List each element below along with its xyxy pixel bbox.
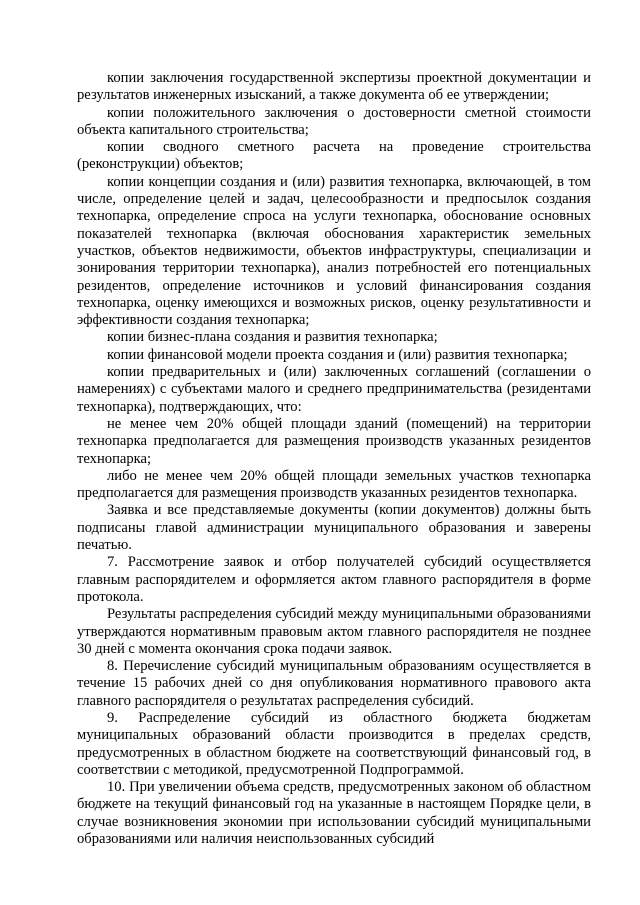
paragraph: копии предварительных и (или) заключенных соглашений (соглашении о намерениях) с субъектами малого и среднего предпринимательства (резидентами технопарка), подтверждающих, что: [77, 364, 591, 415]
paragraph: 7. Рассмотрение заявок и отбор получателей субсидий осуществляется главным распорядителем и оформляется актом главного распорядителя в форме протокола. [77, 554, 591, 605]
paragraph: либо не менее чем 20% общей площади земельных участков технопарка предполагается для размещения производств указанных резидентов технопарка. [77, 467, 591, 502]
paragraph: 8. Перечисление субсидий муниципальным образованиям осуществляется в течение 15 рабочих дней со дня опубликования нормативного правового акта главного распорядителя о результатах распределения субсидий. [77, 658, 591, 709]
paragraph: копии финансовой модели проекта создания и (или) развития технопарка; [107, 346, 568, 363]
paragraph: копии концепции создания и (или) развития технопарка, включающей, в том числе, определение целей и задач, целесообразности и предпосылок создания технопарка, определение спроса на услуги технопарка, обоснование основных показателей технопарка (включая обоснования характеристик земельных участков, объектов недвижимости, объектов инфраструктуры, специализации и зонирования территории технопарка), анализ потребностей его потенциальных резидентов, определение источников и условий финансирования создания технопарка, оценку имеющихся и возможных рисков, оценку результативности и эффективности создания технопарка; [77, 173, 591, 329]
paragraph: Результаты распределения субсидий между муниципальными образованиями утверждаются нормативным правовым актом главного распорядителя не позднее 30 дней с момента окончания срока подачи заявок. [77, 606, 591, 657]
document-page [77, 70, 591, 848]
paragraph: копии сводного сметного расчета на проведение строительства (реконструкции) объектов; [77, 139, 591, 173]
paragraph: Заявка и все представляемые документы (копии документов) должны быть подписаны главой администрации муниципального образования и заверены печатью. [77, 502, 591, 554]
paragraph: не менее чем 20% общей площади зданий (помещений) на территории технопарка предполагается для размещения производств указанных резидентов технопарка; [77, 415, 591, 467]
paragraph: копии положительного заключения о достоверности сметной стоимости объекта капитального строительства; [77, 104, 591, 138]
paragraph: копии заключения государственной экспертизы проектной документации и результатов инженерных изысканий, а также документа об ее утверждении; [77, 70, 591, 104]
paragraph: 9. Распределение субсидий из областного бюджета бюджетам муниципальных образований области производится в пределах средств, предусмотренных в областном бюджете на соответствующий финансовый год, в соответствии с методикой, предусмотренной Подпрограммой. [77, 709, 591, 778]
paragraph: копии бизнес-плана создания и развития технопарка; [107, 329, 438, 346]
paragraph: 10. При увеличении объема средств, предусмотренных законом об областном бюджете на текущий финансовый год на указанные в настоящем Порядке цели, в случае возникновения экономии при использовании субсидий муниципальными образованиями или наличия неиспользованных субсидий [77, 779, 591, 848]
